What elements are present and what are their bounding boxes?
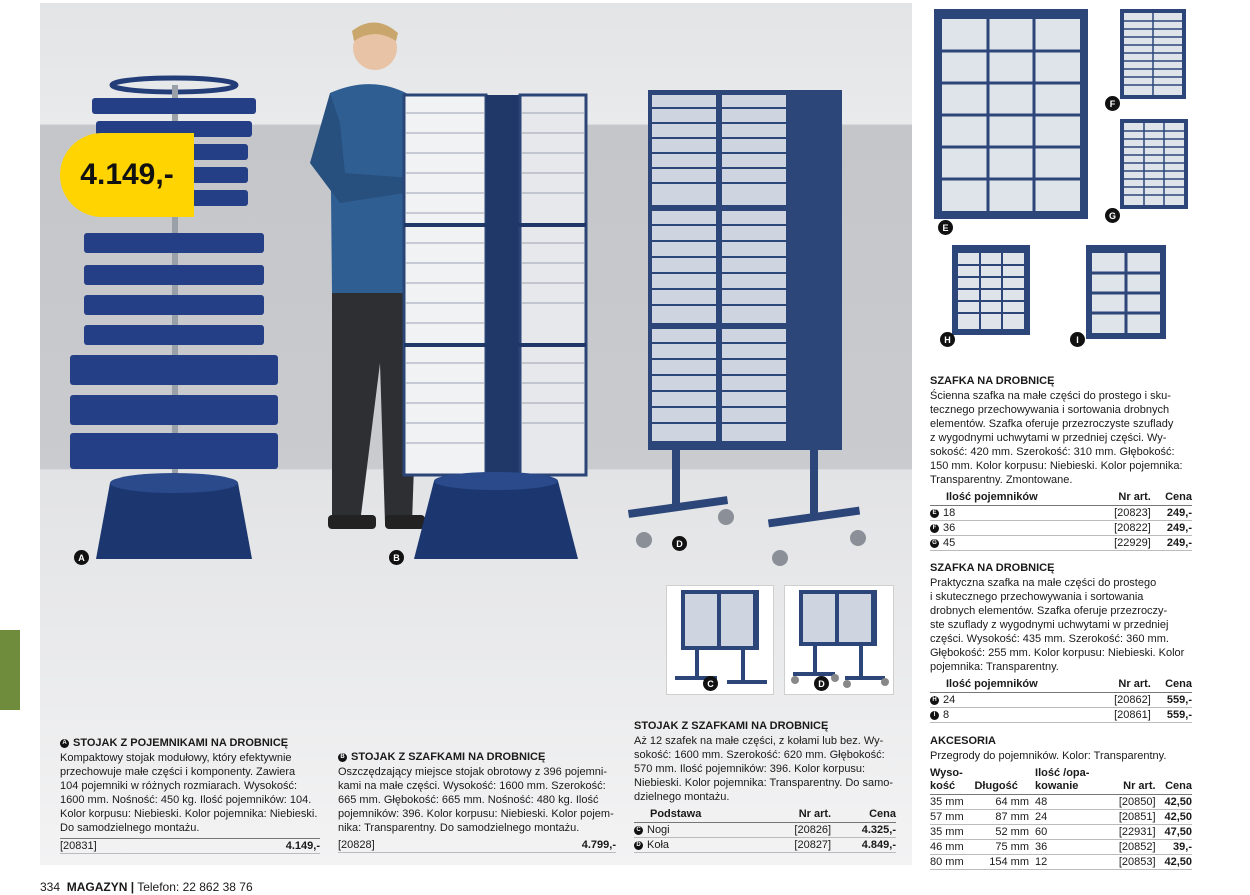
- product-b-line: kami na małe części. Wysokość: 1600 mm. Szerokość:: [338, 780, 606, 792]
- product-cd-line: 570 mm. Ilość pojemników: 396. Kolor korpusu:: [634, 763, 866, 775]
- marker-h: H: [940, 332, 955, 347]
- product-efg-line: sokość: 420 mm. Szerokość: 310 mm. Głębokość:: [930, 446, 1175, 458]
- phone-number: Telefon: 22 862 38 76: [137, 880, 253, 894]
- page-footer: [40, 880, 253, 894]
- product-a-line: Do samodzielnego montażu.: [60, 822, 200, 834]
- table-header: [930, 676, 1192, 693]
- product-hi-line: drobnych elementów. Szafka oferuje przezroczy-: [930, 605, 1168, 617]
- product-efg-price-table: [930, 489, 1192, 551]
- table-row: G 45 [22929] 249,-: [930, 536, 1192, 551]
- col-art: Nr art.: [1095, 489, 1151, 506]
- col-qty: Ilość /opa- kowanie: [1035, 766, 1107, 795]
- product-b-title: B STOJAK Z SZAFKAMI NA DROBNICĘ: [338, 750, 616, 764]
- table-row: C Nogi [20826] 4.325,-: [634, 823, 896, 838]
- price-badge: 4.149,-: [60, 133, 194, 217]
- letter-c-icon: C: [634, 826, 643, 835]
- cabinet-images: [930, 5, 1195, 345]
- cabinet-g-image: [1120, 119, 1188, 209]
- marker-g: G: [1105, 208, 1120, 223]
- product-b-block: [338, 750, 616, 853]
- marker-b: B: [389, 550, 404, 565]
- product-a-price-table: [60, 838, 320, 854]
- product-a-line: Kolor korpusu: Niebieski. Kolor pojemnika: Niebieski.: [60, 808, 318, 820]
- product-efg-block: [930, 374, 1192, 551]
- product-b-price-table: [338, 838, 616, 853]
- section-name: MAGAZYN: [66, 880, 128, 894]
- product-b-line: 665 mm. Głębokość: 665 mm. Nośność: 480 kg. Ilość: [338, 794, 599, 806]
- marker-c: C: [703, 676, 718, 691]
- page-number: 334: [40, 880, 61, 894]
- product-efg-line: Transparentny. Zmontowane.: [930, 474, 1073, 486]
- table-row: 57 mm 87 mm 24 [20851] 42,50: [930, 811, 1192, 823]
- rack-d-thumbnail-image: [785, 586, 893, 694]
- product-b-line: Oszczędzający miejsce stojak obrotowy z 396 pojemni-: [338, 766, 608, 778]
- section-tab: [0, 630, 20, 710]
- letter-b-icon: B: [338, 753, 347, 762]
- letter-i-icon: I: [930, 711, 939, 720]
- product-hi-line: części. Wysokość: 435 mm. Szerokość: 360 mm.: [930, 633, 1169, 645]
- letter-a-icon: A: [60, 739, 69, 748]
- cabinet-h-image: [952, 245, 1030, 335]
- product-cd-line: dzielnego montażu.: [634, 791, 730, 803]
- product-cd-title: STOJAK Z SZAFKAMI NA DROBNICĘ: [634, 720, 829, 732]
- col-price: Cena: [1151, 489, 1192, 506]
- product-a-block: [60, 736, 320, 854]
- table-row: H 24 [20862] 559,-: [930, 693, 1192, 708]
- table-row: [338, 838, 616, 853]
- col-art: Nr art.: [762, 806, 832, 823]
- col-price: Cena: [1151, 676, 1192, 693]
- col-base: Podstawa: [634, 806, 762, 823]
- marker-d-main: D: [672, 536, 687, 551]
- col-art: Nr art.: [1107, 766, 1156, 795]
- footer-separator: |: [130, 880, 135, 894]
- rack-d-image: [628, 90, 866, 566]
- accessories-title: AKCESORIA: [930, 735, 997, 747]
- product-a-line: Kompaktowy stojak modułowy, który efektywnie: [60, 752, 292, 764]
- price-value: 4.799,-: [482, 838, 616, 853]
- accessories-block: [930, 734, 1192, 870]
- accessories-line: Przegrody do pojemników. Kolor: Transparentny.: [930, 750, 1167, 762]
- col-height: Wyso- kość: [930, 766, 974, 795]
- table-row: 35 mm 64 mm 48 [20850] 42,50: [930, 796, 1192, 808]
- table-row: [60, 839, 320, 854]
- product-efg-line: elementów. Szafka oferuje przezroczyste szuflady: [930, 418, 1174, 430]
- thumbnail-d[interactable]: [784, 585, 894, 695]
- product-efg-line: z wygodnymi uchwytami w przedniej części. Wy-: [930, 432, 1167, 444]
- col-length: Długość: [974, 766, 1035, 795]
- product-efg-line: tecznego przechowywania i sortowania drobnych: [930, 404, 1170, 416]
- thumbnail-c[interactable]: [666, 585, 774, 695]
- tower-b-image: [404, 95, 586, 559]
- marker-e: E: [938, 220, 953, 235]
- col-price: Cena: [1156, 766, 1192, 795]
- article-number: [20828]: [338, 838, 482, 853]
- cabinet-i-image: [1086, 245, 1166, 339]
- product-hi-line: Praktyczna szafka na małe części do prostego: [930, 577, 1157, 589]
- product-hi-line: pojemnika: Transparentny.: [930, 661, 1059, 673]
- col-price: Cena: [831, 806, 896, 823]
- letter-f-icon: F: [930, 524, 939, 533]
- table-header: [634, 806, 896, 823]
- product-hi-line: Głębokość: 255 mm. Kolor korpusu: Niebieski. Kolor: [930, 647, 1185, 659]
- letter-e-icon: E: [930, 509, 939, 518]
- col-art: Nr art.: [1095, 676, 1151, 693]
- product-cd-line: Aż 12 szafek na małe części, z kołami lub bez. Wy-: [634, 735, 884, 747]
- product-cd-line: Niebieski. Kolor pojemnika: Transparentny. Do samo-: [634, 777, 894, 789]
- marker-d-thumb: D: [814, 676, 829, 691]
- article-number: [20831]: [60, 839, 194, 854]
- table-header: [930, 489, 1192, 506]
- table-row: D Koła [20827] 4.849,-: [634, 838, 896, 853]
- letter-g-icon: G: [930, 539, 939, 548]
- table-header: [930, 766, 1192, 795]
- price-value: 4.149,-: [194, 839, 320, 854]
- cabinet-f-image: [1120, 9, 1186, 99]
- table-row: 80 mm 154 mm 12 [20853] 42,50: [930, 856, 1192, 868]
- col-count: Ilość pojemników: [930, 489, 1095, 506]
- product-a-line: przechowuje małe części i komponenty. Zawiera: [60, 766, 296, 778]
- product-b-line: nika: Transparentny. Do samodzielnego montażu.: [338, 822, 580, 834]
- product-hi-line: i skutecznego przechowywania i sortowania: [930, 591, 1144, 603]
- cabinet-e-image: [934, 9, 1088, 219]
- marker-i: I: [1070, 332, 1085, 347]
- table-row: 46 mm 75 mm 36 [20852] 39,-: [930, 841, 1192, 853]
- letter-d-icon: D: [634, 841, 643, 850]
- product-hi-line: ste szuflady z wygodnymi uchwytami w przedniej: [930, 619, 1169, 631]
- marker-a: A: [74, 550, 89, 565]
- product-efg-line: Ścienna szafka na małe części do prostego i sku-: [930, 390, 1171, 402]
- product-a-line: 1600 mm. Nośność: 450 kg. Ilość pojemników: 104.: [60, 794, 312, 806]
- product-b-line: pojemników: 396. Kolor korpusu: Niebieski. Kolor pojem-: [338, 808, 614, 820]
- product-a-line: 104 pojemniki w różnych rozmiarach. Wysokość:: [60, 780, 298, 792]
- product-efg-line: 150 mm. Kolor korpusu: Niebieski. Kolor pojemnika:: [930, 460, 1183, 472]
- letter-h-icon: H: [930, 696, 939, 705]
- table-row: F 36 [20822] 249,-: [930, 521, 1192, 536]
- product-hi-title: SZAFKA NA DROBNICĘ: [930, 562, 1055, 574]
- table-row: E 18 [20823] 249,-: [930, 506, 1192, 521]
- col-count: Ilość pojemników: [930, 676, 1095, 693]
- product-hi-block: [930, 561, 1192, 723]
- product-efg-title: SZAFKA NA DROBNICĘ: [930, 375, 1055, 387]
- marker-f: F: [1105, 96, 1120, 111]
- rack-c-thumbnail-image: [667, 586, 773, 694]
- product-hi-price-table: [930, 676, 1192, 723]
- product-cd-block: [634, 719, 896, 853]
- product-cd-price-table: [634, 806, 896, 853]
- table-row: 35 mm 52 mm 60 [22931] 47,50: [930, 826, 1192, 838]
- table-row: I 8 [20861] 559,-: [930, 708, 1192, 723]
- product-a-title: A STOJAK Z POJEMNIKAMI NA DROBNICĘ: [60, 736, 320, 750]
- product-cd-line: sokość: 1600 mm. Szerokość: 620 mm. Głębokość:: [634, 749, 885, 761]
- accessories-price-table: [930, 766, 1192, 870]
